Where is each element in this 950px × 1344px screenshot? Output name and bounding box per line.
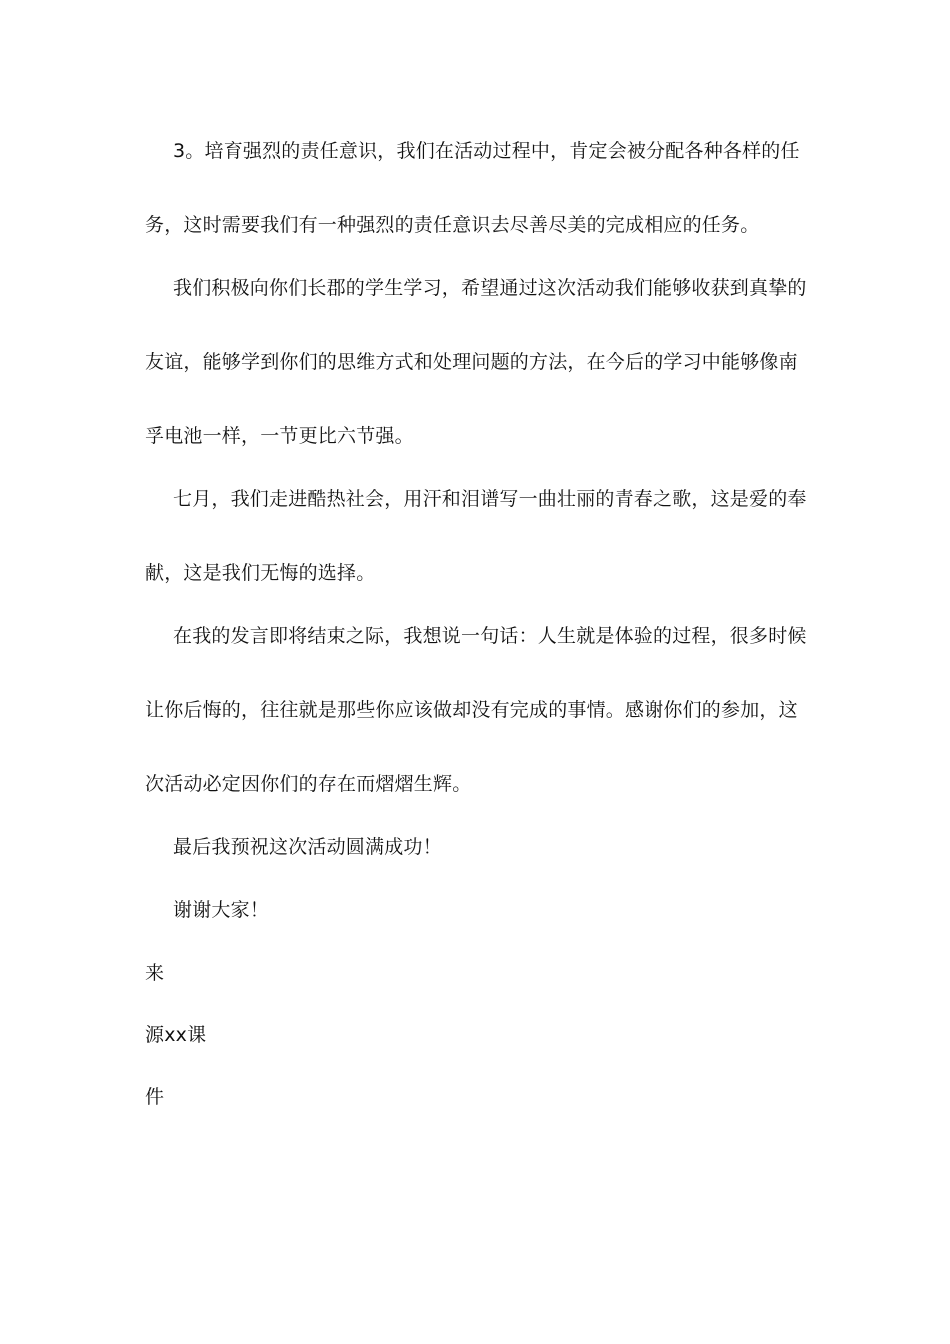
paragraph-2-line-1: 我们积极向你们长郡的学生学习，希望通过这次活动我们能够收获到真挚的	[173, 277, 807, 299]
paragraph-6-line-1: 谢谢大家！	[173, 899, 270, 921]
paragraph-4-line-2: 让你后悔的，往往就是那些你应该做却没有完成的事情。感谢你们的参加，这	[145, 699, 798, 721]
paragraph-1-line-2: 务，这时需要我们有一种强烈的责任意识去尽善尽美的完成相应的任务。	[145, 214, 760, 236]
source-line-3: 件	[145, 1086, 165, 1108]
paragraph-5-line-1: 最后我预祝这次活动圆满成功！	[173, 836, 442, 858]
paragraph-2-line-3: 孚电池一样，一节更比六节强。	[145, 425, 414, 447]
paragraph-4-line-3: 次活动必定因你们的存在而熠熠生辉。	[145, 773, 472, 795]
source-line-2: 源xx课	[145, 1024, 207, 1046]
paragraph-1-line-1: 3。培育强烈的责任意识，我们在活动过程中，肯定会被分配各种各样的任	[173, 140, 800, 162]
source-line-1: 来	[145, 962, 165, 984]
paragraph-4-line-1: 在我的发言即将结束之际，我想说一句话：人生就是体验的过程，很多时候	[173, 625, 807, 647]
paragraph-3-line-2: 献，这是我们无悔的选择。	[145, 562, 376, 584]
paragraph-2-line-2: 友谊，能够学到你们的思维方式和处理问题的方法，在今后的学习中能够像南	[145, 351, 798, 373]
paragraph-3-line-1: 七月，我们走进酷热社会，用汗和泪谱写一曲壮丽的青春之歌，这是爱的奉	[173, 488, 807, 510]
